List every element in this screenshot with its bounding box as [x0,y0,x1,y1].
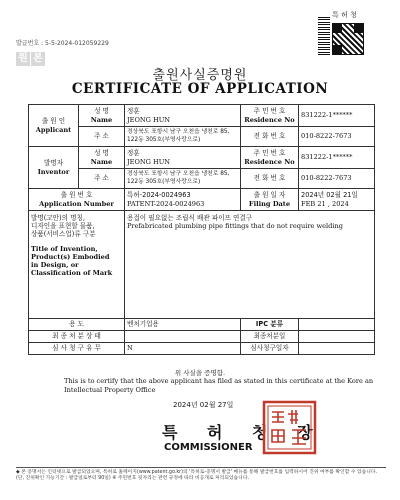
applicant-address-label: 주 소 [79,127,125,147]
exam-request-date-value [299,343,375,355]
filing-date-label [241,189,299,211]
invention-label-ko: 상품(서비스업)류 구분 [31,230,96,239]
office-name: 특 허 청 장 [162,423,325,442]
inventor-group-label [29,147,79,189]
confirm-statement-ko: 위 사실을 증명함. [174,369,226,377]
applicant-name-ko: 정훈 [127,107,140,116]
inventor-address-label: 주 소 [79,169,125,189]
commissioner-label: COMMISSIONER [164,442,253,453]
applicant-phone-label: 전 화 번 호 [241,127,299,147]
footer-notice [16,467,386,483]
final-disposition-value [125,331,241,343]
invention-label-en: Classification of Mark [31,269,113,278]
exam-request-date-label: 심사청구일자 [241,343,299,355]
filing-date-label-ko: 출 원 일 자 [253,191,286,200]
invention-label-en: Title of Invention, [31,244,98,253]
confirm-statement-en: This is to certify that the above applicant has filed as stated in this certificate at the Kore an Intellectual Property Office [64,377,374,394]
resno-label-en: Residence No [244,157,295,166]
watermark-char: 원 [16,52,30,66]
name-label-en: Name [90,115,113,124]
title-english: CERTIFICATE OF APPLICATION [71,81,329,97]
application-number-label [29,189,125,211]
footer-line: ◆ 본 증명서는 인터넷으로 발급되었으며, 특허로 홈페이지(www.patent.go.kr)의 '특허로-증명서 발급' 메뉴를 통해 발급번호를 입력하시어 진위 여부를 확인할 수 있습니다. [16,470,378,475]
usage-label: 용 도 [29,319,125,331]
applicant-address-value: 경상북도 포항시 남구 오천읍 냉천로 85, 122동 305호(부영사랑으로) [125,127,241,147]
applicant-name-label [79,105,125,127]
applicant-group-label [29,105,79,147]
inventor-label-ko: 발명자 [43,159,64,168]
inventor-phone-value: 010-8222-7673 [299,169,375,189]
invention-label-ko: 발명(고안)의 명칭, [31,214,85,222]
usage-value: 벤처기업용 [125,319,241,331]
inventor-name-en: JEONG HUN [127,157,171,166]
name-label-en: Name [90,157,113,166]
filing-date-en: FEB 21 , 2024 [301,199,349,208]
resno-label-ko: 주 민 번 호 [253,149,286,158]
filing-date-value [299,189,375,211]
applicant-name-value [125,105,241,127]
final-disposition-label: 최 종 처 분 상 태 [29,331,125,343]
application-number-value [125,189,241,211]
filing-date-ko: 2024년 02월 21일 [301,191,358,200]
kipo-code-stamp [318,9,370,59]
invention-label-en: in Design, or [31,261,79,270]
inventor-phone-label: 전 화 번 호 [241,169,299,189]
resno-label-ko: 주 민 번 호 [253,107,286,116]
invention-title-ko: 용접이 필요없는 조립식 배관 파이프 연결구 [127,214,253,222]
invention-label-en: Product(s) Embodied [31,252,110,261]
ipc-value [299,319,375,331]
issue-date: 2024년 02월 27일 [173,401,234,409]
invention-title-label [29,211,125,319]
qr-code-icon [332,23,364,55]
resno-label-en: Residence No [244,115,295,124]
final-disposition-date-label: 최종처분일 [241,331,299,343]
inventor-address-value: 경상북도 포항시 남구 오천읍 냉천로 85, 122동 305호(부영사랑으로) [125,169,241,189]
final-disposition-date-value [299,331,375,343]
application-number-label-en: Application Number [39,199,114,208]
name-label-ko: 성 명 [94,149,109,158]
applicant-resno-label [241,105,299,127]
barcode-icon [318,17,330,57]
invention-label-ko: 디자인을 표현할 물품, [31,222,95,231]
certificate-table [28,104,375,355]
ipc-label: IPC 분류 [241,319,299,331]
applicant-phone-value: 010-8222-7673 [299,127,375,147]
issue-number: 발급번호 : 5-5-2024-012059229 [16,40,109,47]
inventor-label-en: Inventor [37,167,70,176]
inventor-resno-value: 831222-1****** [299,147,375,169]
exam-request-value: N [125,343,241,355]
application-number-en: PATENT-2024-0024963 [127,199,205,208]
filing-date-label-en: Filing Date [248,199,291,208]
inventor-name-label [79,147,125,169]
inventor-name-value [125,147,241,169]
applicant-resno-value: 831222-1****** [299,105,375,127]
inventor-name-ko: 정훈 [127,149,140,158]
invention-title-en: Prefabricated plumbing pipe fittings that do not require welding [127,222,343,231]
application-number-label-ko: 출 원 번 호 [60,191,93,200]
official-seal-icon [262,400,317,455]
watermark-char: 본 [31,52,45,66]
application-number-ko: 특허-2024-0024963 [127,191,191,200]
footer-line: (단, 진위확인 가능기간 : 발급일로부터 90일) ※ 주민번호 뒷자리는 관련 규정에 따라 비공개로 처리되었습니다. [16,476,249,482]
stamp-label: 특 허 청 [332,11,357,19]
applicant-name-en: JEONG HUN [127,115,171,124]
exam-request-label: 심 사 청 구 유 무 [29,343,125,355]
applicant-label-en: Applicant [35,125,72,134]
inventor-resno-label [241,147,299,169]
applicant-label-ko: 출 원 인 [41,117,66,126]
name-label-ko: 성 명 [94,107,109,116]
invention-title-value [125,211,375,319]
title-korean: 출원사실증명원 [152,68,248,83]
